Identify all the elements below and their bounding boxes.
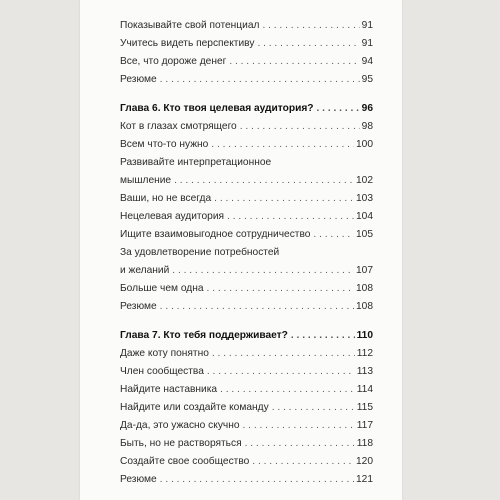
toc-leader-dots — [214, 190, 354, 208]
toc-entry-title: Резюме — [120, 474, 157, 485]
toc-leader-dots — [160, 298, 354, 316]
toc-entry — [120, 208, 373, 226]
toc-entry-title: Больше чем одна — [120, 283, 204, 294]
toc-leader-dots — [291, 327, 355, 345]
toc-entry — [120, 71, 373, 89]
toc-leader-dots — [207, 280, 354, 298]
toc-leader-dots — [212, 345, 355, 363]
toc-leader-dots — [220, 381, 355, 399]
toc-leader-dots — [243, 417, 355, 435]
toc-entry-page: 113 — [356, 366, 373, 377]
toc-leader-dots — [272, 399, 355, 417]
toc-leader-dots — [245, 435, 355, 453]
toc-entry — [120, 118, 373, 136]
toc-entry-title: Найдите или создайте команду — [120, 402, 269, 413]
toc-entry-page: 98 — [361, 121, 373, 132]
toc-entry-title: Все, что дороже денег — [120, 56, 227, 67]
toc-chapter-heading — [120, 327, 373, 345]
toc-entry-page: 107 — [356, 265, 373, 276]
toc-entry-title: Развивайте интерпретационное — [120, 157, 272, 168]
toc-leader-dots — [252, 453, 354, 471]
toc-leader-dots — [317, 100, 360, 118]
chapter-title: Глава 7. Кто тебя поддерживает? — [120, 330, 288, 341]
toc-entry — [120, 244, 373, 280]
toc-entry-page: 121 — [356, 474, 373, 485]
toc-entry-page: 103 — [356, 193, 373, 204]
toc-entry-title: Всем что-то нужно — [120, 139, 209, 150]
section-gap — [120, 89, 373, 100]
toc-entry-title: Да-да, это ужасно скучно — [120, 420, 240, 431]
toc-entry — [120, 298, 373, 316]
table-of-contents — [120, 17, 373, 489]
toc-entry-page: 102 — [356, 175, 373, 186]
toc-entry-page: 108 — [356, 301, 373, 312]
toc-entry — [120, 226, 373, 244]
toc-entry-title: Ищите взаимовыгодное сотрудничество — [120, 229, 311, 240]
toc-entry — [120, 190, 373, 208]
chapter-page: 110 — [356, 330, 373, 341]
toc-leader-dots — [160, 471, 354, 489]
toc-entry — [120, 136, 373, 154]
toc-chapter-heading — [120, 100, 373, 118]
chapter-title: Глава 6. Кто твоя целевая аудитория? — [120, 103, 314, 114]
toc-entry-title: Резюме — [120, 301, 157, 312]
toc-entry-page: 114 — [356, 384, 373, 395]
toc-leader-dots — [172, 262, 354, 280]
toc-entry-title: Даже коту понятно — [120, 348, 209, 359]
toc-entry-title: Создайте свое сообщество — [120, 456, 250, 467]
toc-entry-title: Нецелевая аудитория — [120, 211, 225, 222]
section-gap — [120, 316, 373, 327]
toc-entry-page: 95 — [361, 74, 373, 85]
toc-leader-dots — [262, 17, 359, 35]
toc-leader-dots — [211, 136, 354, 154]
toc-entry — [120, 17, 373, 35]
toc-entry — [120, 435, 373, 453]
toc-entry-title-continued: и желаний — [120, 265, 170, 276]
toc-entry-title: Найдите наставника — [120, 384, 218, 395]
toc-entry-title: Показывайте свой потенциал — [120, 20, 260, 31]
toc-entry-title-continued: мышление — [120, 175, 172, 186]
toc-entry-page: 120 — [356, 456, 373, 467]
toc-entry-page: 104 — [356, 211, 373, 222]
toc-entry — [120, 363, 373, 381]
toc-entry — [120, 417, 373, 435]
toc-entry-title: За удовлетворение потребностей — [120, 247, 280, 258]
toc-entry-title: Резюме — [120, 74, 157, 85]
toc-leader-dots — [207, 363, 355, 381]
toc-entry — [120, 381, 373, 399]
toc-entry-page: 108 — [356, 283, 373, 294]
chapter-page: 96 — [361, 103, 373, 114]
toc-entry — [120, 53, 373, 71]
toc-entry-title: Быть, но не растворяться — [120, 438, 242, 449]
toc-entry-page: 91 — [361, 38, 373, 49]
toc-entry-title: Кот в глазах смотрящего — [120, 121, 237, 132]
toc-entry-page: 91 — [361, 20, 373, 31]
toc-leader-dots — [174, 172, 354, 190]
toc-entry-page: 100 — [356, 139, 373, 150]
toc-entry-page: 112 — [356, 348, 373, 359]
toc-leader-dots — [160, 71, 360, 89]
toc-entry — [120, 471, 373, 489]
toc-entry — [120, 453, 373, 471]
toc-entry-page: 117 — [356, 420, 373, 431]
toc-entry-title: Член сообщества — [120, 366, 204, 377]
toc-entry — [120, 154, 373, 190]
toc-entry-page: 105 — [356, 229, 373, 240]
toc-leader-dots — [240, 118, 360, 136]
toc-entry — [120, 399, 373, 417]
toc-entry-page: 115 — [356, 402, 373, 413]
toc-entry — [120, 345, 373, 363]
toc-entry-page: 118 — [356, 438, 373, 449]
toc-leader-dots — [257, 35, 359, 53]
toc-entry-title: Ваши, но не всегда — [120, 193, 212, 204]
toc-entry-page: 94 — [361, 56, 373, 67]
toc-leader-dots — [227, 208, 354, 226]
toc-leader-dots — [313, 226, 354, 244]
toc-entry — [120, 280, 373, 298]
toc-leader-dots — [229, 53, 359, 71]
toc-entry-title: Учитесь видеть перспективу — [120, 38, 255, 49]
toc-entry — [120, 35, 373, 53]
